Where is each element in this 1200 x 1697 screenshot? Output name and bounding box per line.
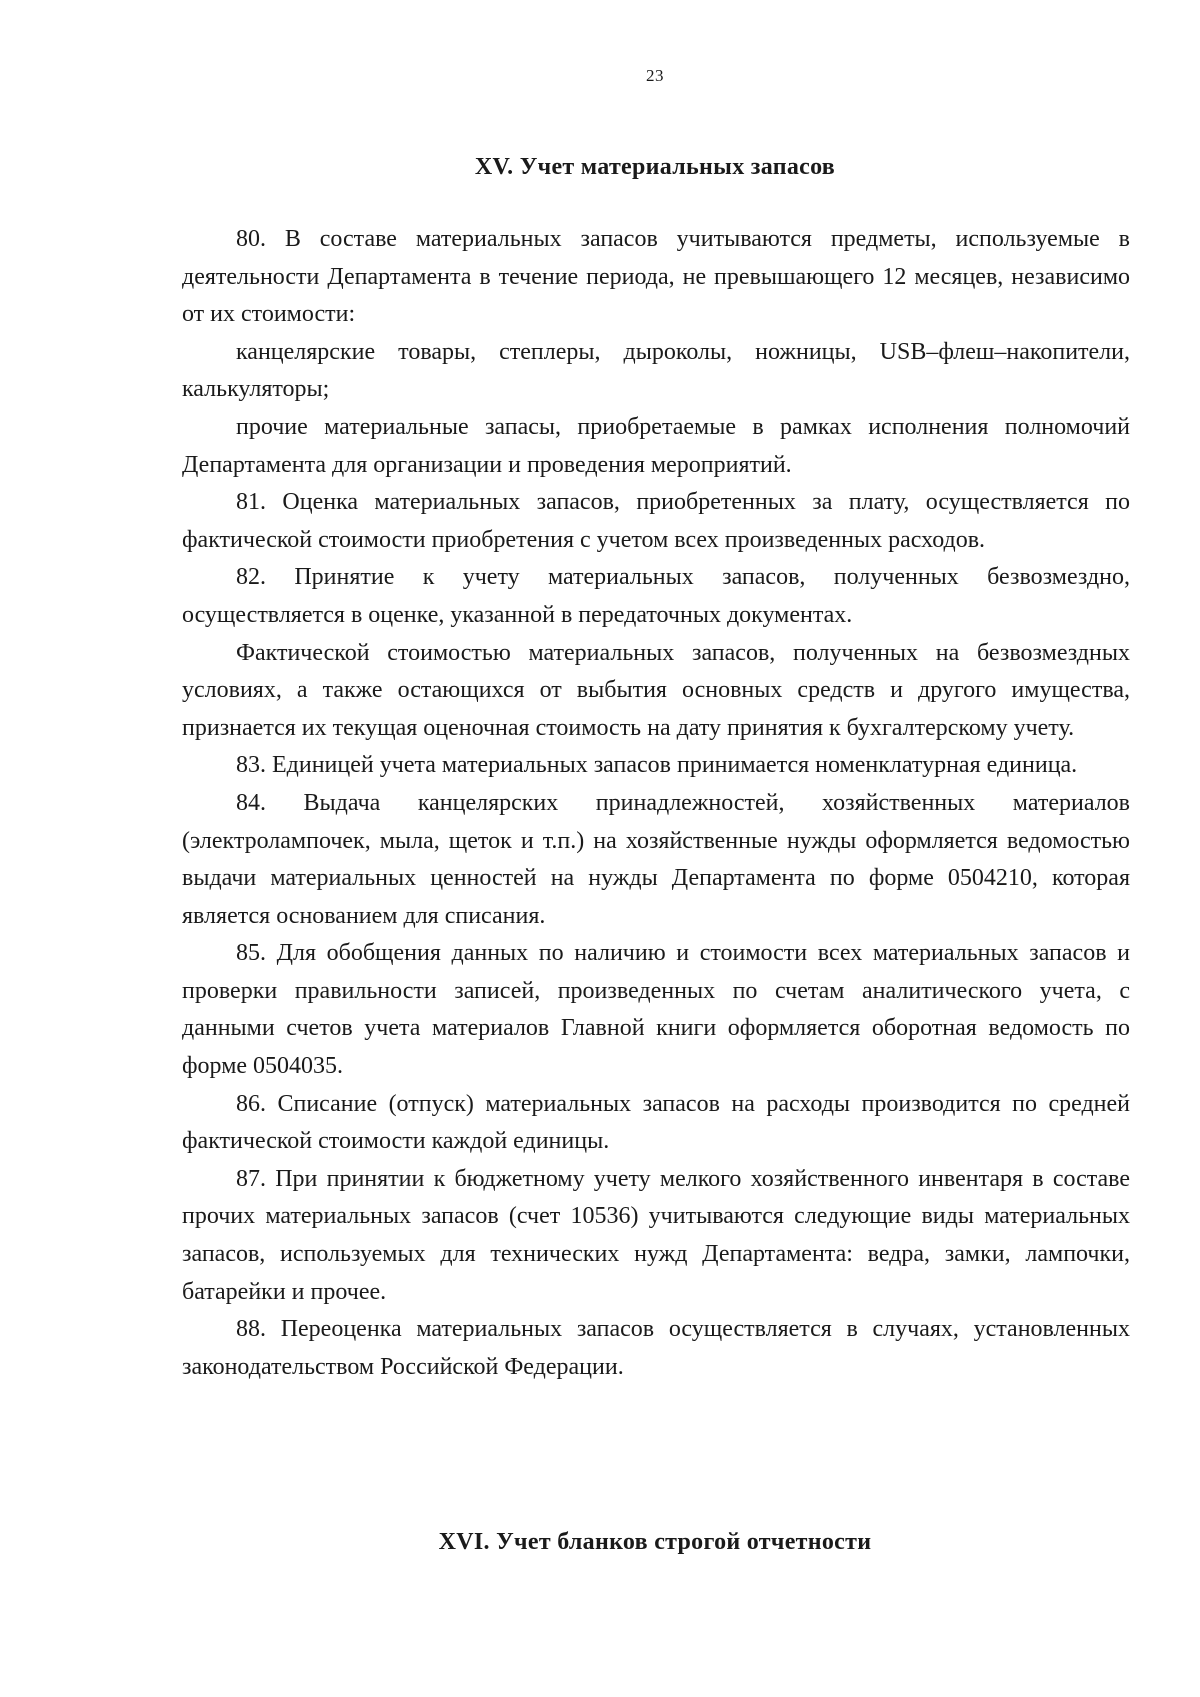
paragraph-80-item-stationery: канцелярские товары, степлеры, дыроколы, ножницы, USB–флеш–накопители, калькуляторы;	[182, 338, 1130, 403]
page-number: 23	[646, 66, 664, 85]
next-section-heading: XVI. Учет бланков строгой отчетности	[438, 1529, 872, 1555]
paragraph-81: 81. Оценка материальных запасов, приобретенных за плату, осуществляется по фактической стоимости приобретения с учетом всех произведенных расходов.	[182, 489, 1130, 553]
paragraph-88: 88. Переоценка материальных запасов осуществляется в случаях, установленных законодательством Российской Федерации.	[182, 1316, 1130, 1380]
paragraph-82: 82. Принятие к учету материальных запасов, полученных безвозмездно, осуществляется в оценке, указанной в передаточных документах.	[182, 564, 1130, 628]
paragraph-80: 80. В составе материальных запасов учитываются предметы, используемые в деятельности Департамента в течение периода, не превышающего 12 месяцев, независимо от их стоимости:	[182, 226, 1130, 328]
paragraph-85: 85. Для обобщения данных по наличию и стоимости всех материальных запасов и проверки правильности записей, произведенных по счетам аналитического учета, с данными счетов учета материалов Главной книги оформляется оборотная ведомость по форме 0504035.	[182, 940, 1130, 1080]
section-heading: XV. Учет материальных запасов	[474, 154, 836, 180]
paragraph-83: 83. Единицей учета материальных запасов принимается номенклатурная единица.	[236, 752, 1078, 779]
paragraph-80-item-other: прочие материальные запасы, приобретаемые в рамках исполнения полномочий Департамента для организации и проведения мероприятий.	[182, 413, 1130, 478]
document-body	[182, 221, 1130, 1386]
paragraph-82-continuation: Фактической стоимостью материальных запасов, полученных на безвозмездных условиях, а также остающихся от выбытия основных средств и другого имущества, признается их текущая оценочная стоимость на дату принятия к бухгалтерскому учету.	[182, 639, 1130, 741]
paragraph-84: 84. Выдача канцелярских принадлежностей, хозяйственных материалов (электролампочек, мыла, щеток и т.п.) на хозяйственные нужды оформляется ведомостью выдачи материальных ценностей на нужды Департамента по форме 0504210, которая является основанием для списания.	[182, 789, 1130, 929]
paragraph-87: 87. При принятии к бюджетному учету мелкого хозяйственного инвентаря в составе прочих материальных запасов (счет 10536) учитываются следующие виды материальных запасов, используемых для технических нужд Департамента: ведра, замки, лампочки, батарейки и прочее.	[182, 1165, 1130, 1305]
paragraph-86: 86. Списание (отпуск) материальных запасов на расходы производится по средней фактической стоимости каждой единицы.	[182, 1090, 1130, 1155]
